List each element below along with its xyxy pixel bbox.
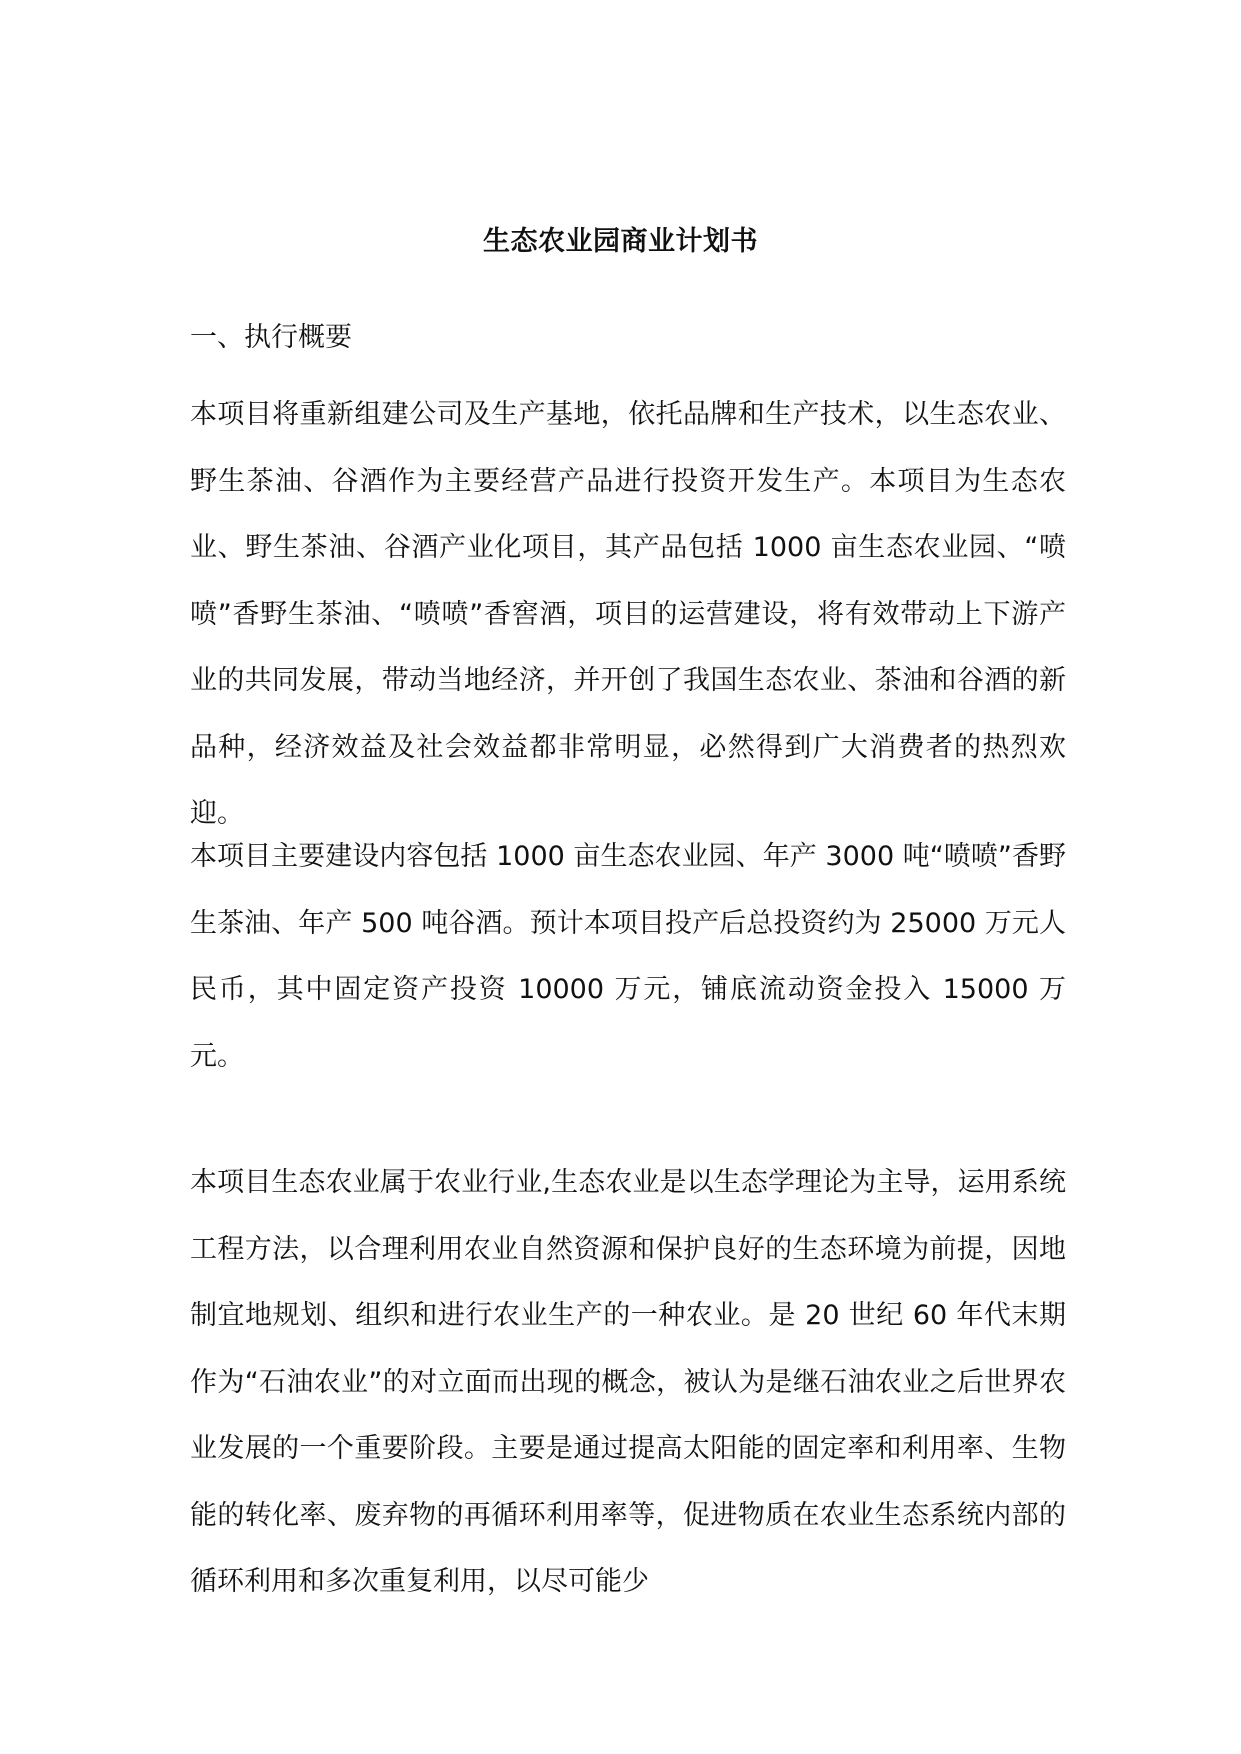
section-heading: 一、执行概要 (190, 322, 352, 353)
paragraph-eco-agriculture: 本项目生态农业属于农业行业,生态农业是以生态学理论为主导，运用系统工程方法，以合理利用农业自然资源和保护良好的生态环境为前提，因地制宜地规划、组织和进行农业生产的一种农业。是 20 世纪 60 年代末期作为“石油农业”的对立面而出现的概念，被认为是继石油农业之后世界农业发展的一个重要阶段。主要是通过提高太阳能的固定率和利用率、生物能的转化率、废弃物的再循环利用率等，促进物质在农业生态系统内部的循环利用和多次重复利用，以尽可能少 (190, 1167, 1066, 1597)
paragraph-construction-content: 本项目主要建设内容包括 1000 亩生态农业园、年产 3000 吨“喷喷”香野生茶油、年产 500 吨谷酒。预计本项目投产后总投资约为 25000 万元人民币，其中固定资产投资 10000 万元，铺底流动资金投入 15000 万元。 (190, 841, 1066, 1072)
paragraph-executive-summary: 本项目将重新组建公司及生产基地，依托品牌和生产技术，以生态农业、野生茶油、谷酒作为主要经营产品进行投资开发生产。本项目为生态农业、野生茶油、谷酒产业化项目，其产品包括 1000 亩生态农业园、“喷喷”香野生茶油、“喷喷”香窖酒，项目的运营建设，将有效带动上下游产业的共同发展，带动当地经济，并开创了我国生态农业、茶油和谷酒的新品种，经济效益及社会效益都非常明显，必然得到广大消费者的热烈欢迎。 (190, 399, 1066, 829)
document-title: 生态农业园商业计划书 (483, 226, 758, 257)
